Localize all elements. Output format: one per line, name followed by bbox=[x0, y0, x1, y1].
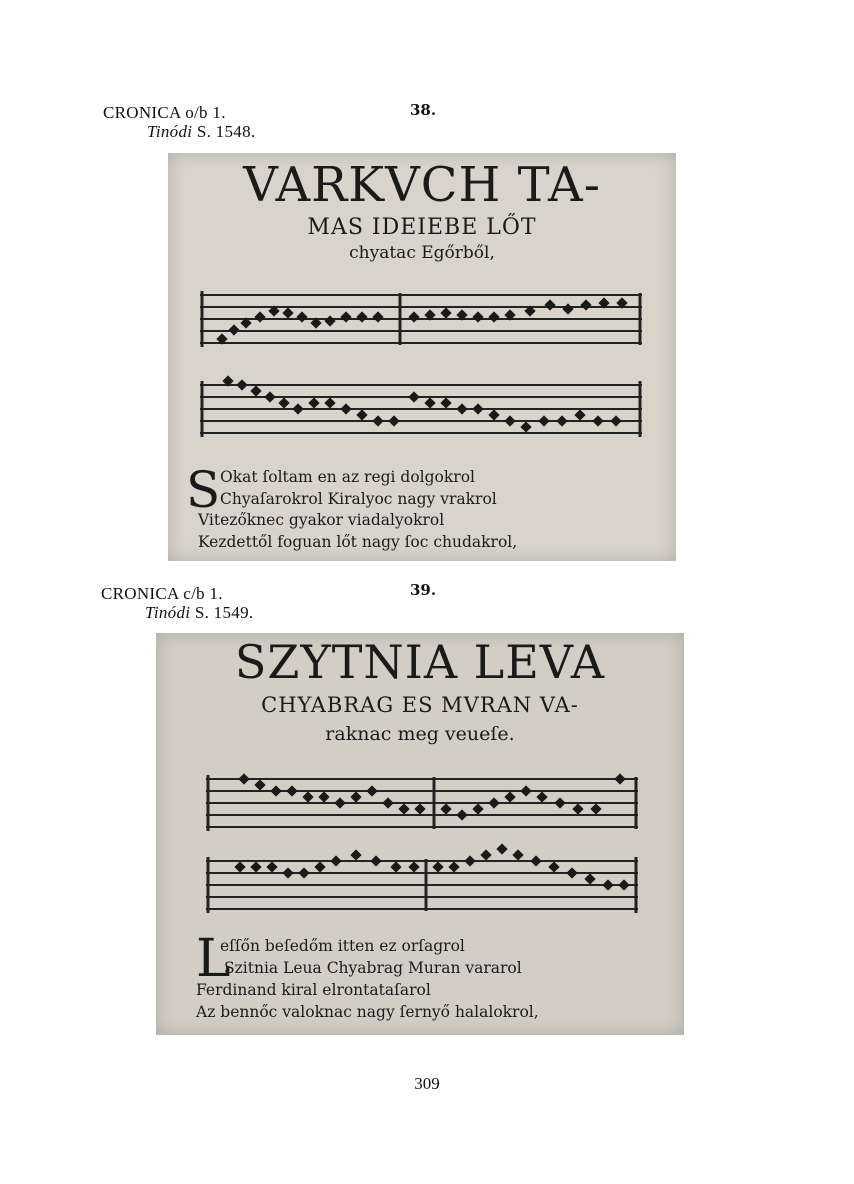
staff-1 bbox=[206, 775, 638, 831]
caption-year: S. 1549. bbox=[194, 603, 254, 622]
staff-1 bbox=[200, 291, 642, 347]
plate-title-line1: VARKVCH TA- bbox=[243, 157, 601, 213]
verse-line-2: Chyaſarokrol Kiralyoc nagy vrakrol bbox=[220, 489, 497, 508]
page-number: 309 bbox=[414, 1074, 440, 1093]
caption-title: CRONICA o/b 1. bbox=[103, 103, 226, 122]
verse-text bbox=[198, 467, 517, 553]
music-notation bbox=[200, 281, 650, 451]
facsimile-plate-38 bbox=[168, 153, 676, 561]
staff-2 bbox=[200, 381, 642, 437]
plate-title-line2: MAS IDEIEBE LŐT bbox=[307, 215, 537, 240]
verse-line-4: Kezdettől foguan lőt nagy ſoc chudakrol, bbox=[198, 532, 518, 551]
plate-number: 39. bbox=[410, 581, 437, 599]
facsimile-plate-39 bbox=[156, 633, 684, 1035]
verse-initial: S bbox=[186, 461, 221, 519]
verse-text bbox=[196, 929, 539, 1023]
verse-initial: L bbox=[196, 929, 231, 989]
verse-line-3: Vitezőknec gyakor viadalyokrol bbox=[198, 511, 445, 529]
staff-1-notes bbox=[238, 773, 625, 820]
caption-title: CRONICA c/b 1. bbox=[101, 584, 223, 603]
music-notation bbox=[206, 765, 646, 925]
plate-title-line3: chyatac Egőrből, bbox=[349, 243, 495, 263]
caption-year: S. 1548. bbox=[196, 122, 256, 141]
staff-2-notes bbox=[234, 843, 629, 890]
verse-line-4: Az bennőc valoknac nagy ſernyő halalokrol, bbox=[196, 1003, 539, 1021]
staff-2-notes bbox=[222, 375, 621, 432]
staff-1-notes bbox=[216, 297, 627, 344]
plate-title-line3: raknac meg veueſe. bbox=[325, 723, 515, 745]
caption-subtitle bbox=[147, 122, 255, 142]
verse-line-1: eſſőn beſedőm itten ez orſagrol bbox=[220, 937, 465, 955]
caption-author: Tinódi bbox=[145, 603, 191, 622]
plate-title-line1: SZYTNIA LEVA bbox=[234, 635, 606, 689]
verse-line-2: Szitnia Leua Chyabrag Muran vararol bbox=[224, 959, 522, 977]
plate-number: 38. bbox=[410, 101, 437, 119]
caption-author: Tinódi bbox=[147, 122, 193, 141]
plate-title-line2: CHYABRAG ES MVRAN VA- bbox=[261, 693, 579, 717]
verse-line-3: Ferdinand kiral elrontataſarol bbox=[196, 981, 431, 999]
verse-line-1: Okat ſoltam en az regi dolgokrol bbox=[220, 468, 475, 486]
caption-subtitle bbox=[145, 603, 253, 623]
